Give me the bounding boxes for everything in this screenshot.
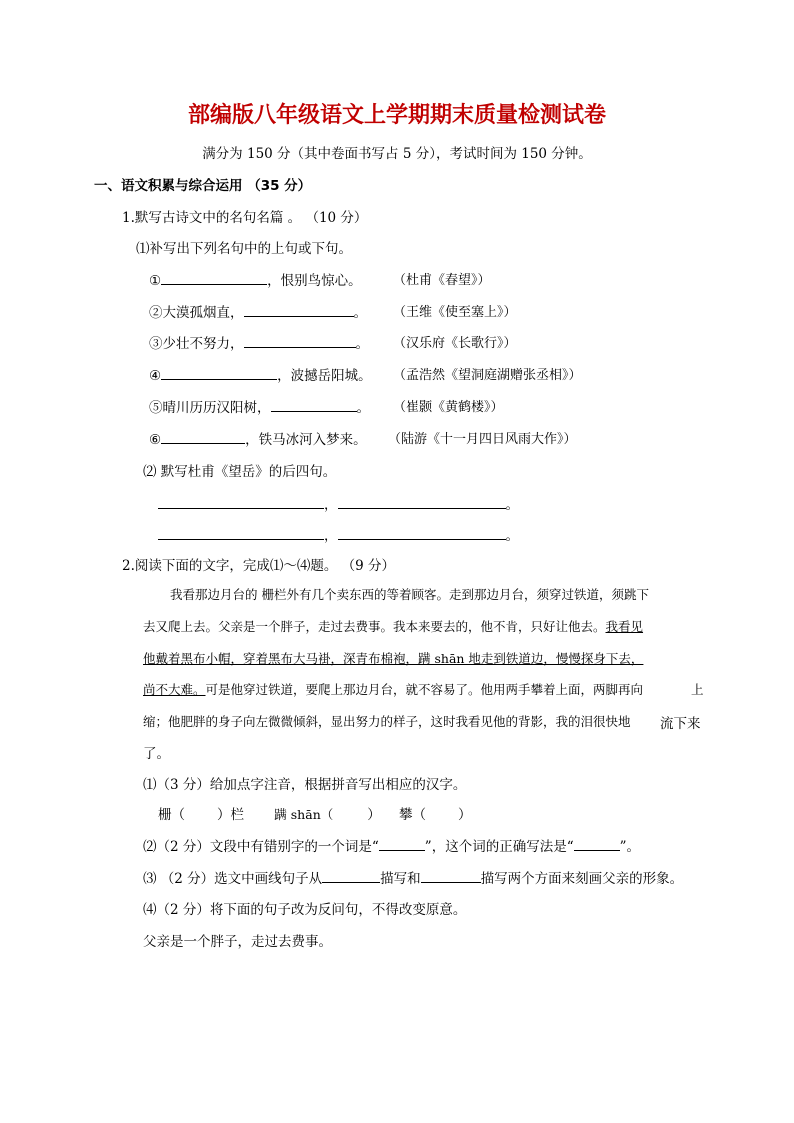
q1-item-3-source: （汉乐府《长歌行》） <box>393 336 517 351</box>
answer-blank[interactable] <box>421 868 481 883</box>
answer-blank[interactable] <box>574 836 620 851</box>
answer-blank[interactable] <box>338 494 506 509</box>
answer-blank[interactable] <box>338 525 506 540</box>
q2-sub3: ⑶ （2 分）选文中画线句子从 描写和 描写两个方面来刻画父亲的形象。 <box>143 867 683 887</box>
section-heading: 一、语文积累与综合运用 （35 分） <box>94 178 312 194</box>
passage-line-4: 尚不大难。可是他穿过铁道，要爬上那边月台，就不容易了。他用两手攀着上面，两脚再向 <box>143 682 644 697</box>
answer-blank[interactable] <box>158 525 324 540</box>
poem-answer-line-1: ， 。 <box>158 493 519 513</box>
q2-sub1: ⑴（3 分）给加点字注音，根据拼音写出相应的汉字。 <box>143 777 467 793</box>
q1-item-2-source: （王维《使至塞上》） <box>393 305 517 320</box>
q1-item-5-source: （崔颢《黄鹤楼》） <box>393 400 504 415</box>
q1-stem: 1.默写古诗文中的名句名篇 。 （10 分） <box>122 210 368 226</box>
passage-line-5: 缩；他肥胖的身子向左微微倾斜，显出努力的样子，这时我看见他的背影，我的泪很快地 <box>143 714 631 729</box>
passage-line-1: 我看那边月台的 栅栏外有几个卖东西的等着顾客。走到那边月台，须穿过铁道，须跳下 <box>170 587 649 602</box>
q1-item-3: ③少壮不努力， 。 <box>149 332 369 352</box>
q1-item-2: ②大漠孤烟直， 。 <box>149 301 367 321</box>
answer-blank[interactable] <box>161 270 267 285</box>
answer-blank[interactable] <box>244 333 356 348</box>
q1-part1: ⑴补写出下列名句中的上句或下句。 <box>136 241 352 257</box>
answer-blank[interactable] <box>161 429 245 444</box>
answer-blank[interactable] <box>161 365 277 380</box>
q1-part2: ⑵ 默写杜甫《望岳》的后四句。 <box>143 464 337 480</box>
passage-line-4-end: 上 <box>691 682 704 697</box>
q2-stem: 2.阅读下面的文字，完成⑴～⑷题。 （9 分） <box>122 558 396 574</box>
answer-blank[interactable] <box>322 868 380 883</box>
q2-sub4: ⑷（2 分）将下面的句子改为反问句，不得改变原意。 <box>143 902 467 918</box>
q1-item-1: ① ，恨别鸟惊心。 <box>149 269 362 289</box>
answer-blank[interactable] <box>158 494 324 509</box>
q1-item-6-source: （陆游《十一月四日风雨大作》） <box>388 432 577 447</box>
q2-sub2: ⑵（2 分）文段中有错别字的一个词是“ ”，这个词的正确写法是“ ”。 <box>143 835 640 855</box>
q1-item-6: ⑥ ，铁马冰河入梦来。 <box>149 428 367 448</box>
passage-line-6: 了。 <box>143 746 170 762</box>
passage-line-5-end: 流下来 <box>660 716 701 732</box>
answer-blank[interactable] <box>271 397 357 412</box>
answer-blank[interactable] <box>379 836 425 851</box>
q1-item-1-source: （杜甫《春望》） <box>393 273 491 288</box>
q1-item-4: ④ ，波撼岳阳城。 <box>149 364 372 384</box>
answer-blank[interactable] <box>244 302 354 317</box>
poem-answer-line-2: ， 。 <box>158 524 519 544</box>
q1-item-4-source: （孟浩然《望洞庭湖赠张丞相》） <box>393 368 582 383</box>
exam-info: 满分为 150 分（其中卷面书写占 5 分），考试时间为 150 分钟。 <box>202 146 592 162</box>
passage-line-2: 去又爬上去。父亲是一个胖子，走过去费事。我本来要去的，他不肯，只好让他去。我看见 <box>143 619 644 634</box>
q2-sub1-items: 栅（ ）栏 蹒 shān（ ） 攀（ ） <box>158 807 472 823</box>
passage-line-3: 他戴着黑布小帽，穿着黑布大马褂，深青布棉袍，蹒 shān 地走到铁道边，慢慢探身下去， <box>143 651 644 666</box>
q1-item-5: ⑤晴川历历汉阳树， 。 <box>149 396 370 416</box>
q2-sub4-sentence: 父亲是一个胖子，走过去费事。 <box>143 934 332 950</box>
page-title: 部编版八年级语文上学期期末质量检测试卷 <box>187 103 606 128</box>
